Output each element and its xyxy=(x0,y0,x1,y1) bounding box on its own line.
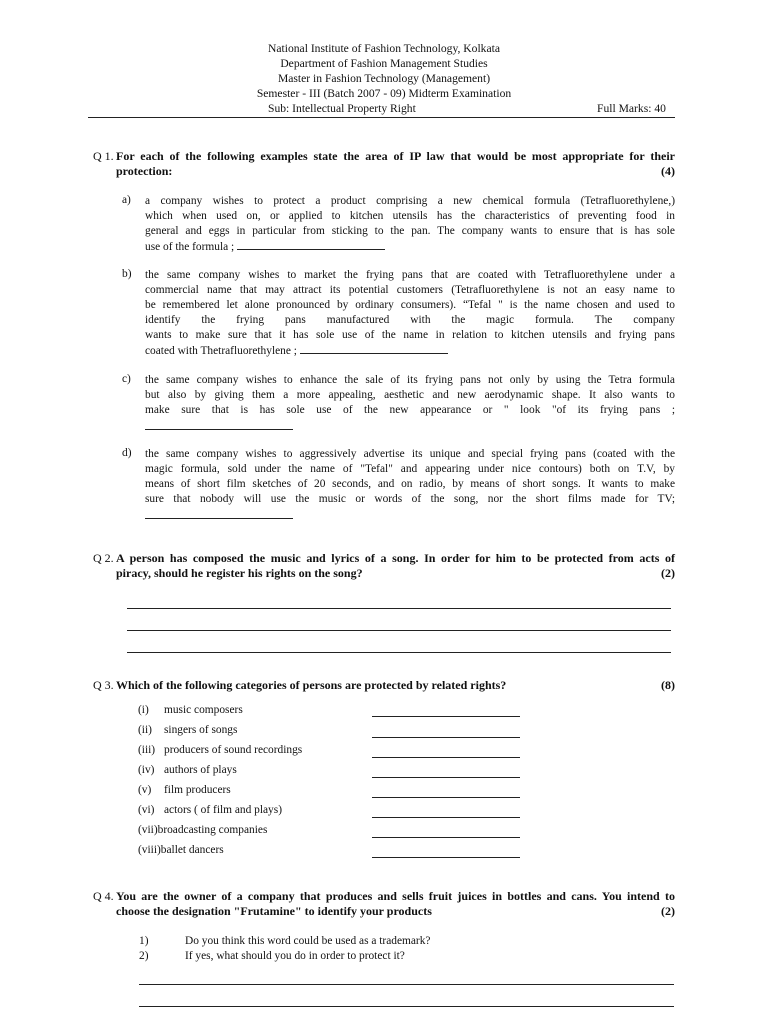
q1-line2: protection: xyxy=(116,164,173,178)
q4-subquestion xyxy=(139,935,430,947)
q2-question xyxy=(116,551,675,581)
q3-item-label: producers of sound recordings xyxy=(164,744,303,756)
q1b-line: identify the frying pans manufactured with the magic formula. The company xyxy=(145,314,675,326)
q4-sub-num: 1) xyxy=(139,935,149,947)
q1-line1: For each of the following examples state the area of IP law that would be most appropriate for their xyxy=(116,149,675,163)
q4-sub-num: 2) xyxy=(139,950,149,962)
q3-item-label: ballet dancers xyxy=(160,844,224,856)
q3-item xyxy=(138,764,237,776)
q4-sub-text: Do you think this word could be used as a trademark? xyxy=(185,935,431,947)
q1b-line: commercial name that may attract its potential customers (Tetrafluorethylene is not an easy name to xyxy=(145,284,675,296)
q2-marks: (2) xyxy=(661,566,675,580)
q3-item-num: (vii) xyxy=(138,824,158,836)
q3-text: Which of the following categories of persons are protected by related rights? xyxy=(116,678,507,692)
q3-item-num: (vi) xyxy=(138,804,155,816)
q1b-line-answer xyxy=(145,343,675,359)
institute-name: National Institute of Fashion Technology, Kolkata xyxy=(268,42,500,55)
q4-line2-row xyxy=(116,904,675,919)
q2-line2: piracy, should he register his rights on the song? xyxy=(116,566,363,580)
q3-marks: (8) xyxy=(661,678,675,692)
q1a-line: which when used on, or applied to kitchen utensils has the characteristics of preventing food in xyxy=(145,210,675,222)
q3-item-label: film producers xyxy=(164,784,231,796)
q1a-label: a) xyxy=(122,194,131,206)
q1d-line: means of short film sketches of 20 seconds, and on radio, by means of short songs. It wants to make xyxy=(145,478,675,490)
q2-number: Q 2. xyxy=(93,551,114,565)
q4-line1: You are the owner of a company that produces and sells fruit juices in bottles and cans. You intend to xyxy=(116,889,675,903)
q1d-line: the same company wishes to aggressively advertise its unique and special frying pans (coated with the xyxy=(145,448,675,460)
q1a-text xyxy=(145,194,675,255)
q4-sub-text: If yes, what should you do in order to protect it? xyxy=(185,950,405,962)
q3-item xyxy=(138,784,231,796)
q3-item xyxy=(138,844,224,856)
q1a-line: a company wishes to protect a product comprising a new chemical formula (Tetrafluorethylene,) xyxy=(145,195,675,207)
q4-marks: (2) xyxy=(661,904,675,918)
q3-answer-blank[interactable] xyxy=(372,837,520,838)
q1b-label: b) xyxy=(122,268,132,280)
q3-item-label: authors of plays xyxy=(164,764,237,776)
q4-number: Q 4. xyxy=(93,889,114,903)
q3-item-label: singers of songs xyxy=(164,724,238,736)
q3-item-label: music composers xyxy=(164,704,243,716)
q3-item xyxy=(138,724,237,736)
q1c-line: the same company wishes to enhance the sale of its frying pans not only by using the Tetra formula xyxy=(145,374,675,386)
q1b-line: wants to make sure that it has sole use of the name in relation to kitchen utensils and frying pans xyxy=(145,329,675,341)
department-name: Department of Fashion Management Studies xyxy=(280,57,488,70)
q4-question xyxy=(116,889,675,919)
q2-answer-line[interactable] xyxy=(127,630,671,631)
q3-item-label: actors ( of film and plays) xyxy=(164,804,282,816)
q1d-text xyxy=(145,447,675,507)
q2-line1: A person has composed the music and lyrics of a song. In order for him to be protected from acts of xyxy=(116,551,675,565)
q1-question xyxy=(116,149,675,179)
q3-item xyxy=(138,824,267,836)
q3-item-num: (i) xyxy=(138,704,149,716)
q3-item-num: (v) xyxy=(138,784,152,796)
q1b-line: the same company wishes to market the frying pans that are coated with Tetrafluorethylene under a xyxy=(145,269,675,281)
q3-number: Q 3. xyxy=(93,678,114,692)
q1c-answer-blank[interactable] xyxy=(145,429,293,430)
q3-item xyxy=(138,804,282,816)
q1d-line: magic formula, sold under the name of "Tefal" and appearing under nice contours) both on T.V, by xyxy=(145,463,675,475)
q3-answer-blank[interactable] xyxy=(372,777,520,778)
q1d-line: sure that nobody will use the music or words of the song, nor the short films made for TV; xyxy=(145,493,675,505)
q1c-line: make sure that is has sole use of the new appearance or " look "of its frying pans ; xyxy=(145,404,675,416)
q3-item xyxy=(138,704,243,716)
q1d-answer-blank[interactable] xyxy=(145,518,293,519)
q1b-text xyxy=(145,268,675,359)
q1d-label: d) xyxy=(122,447,132,459)
full-marks: Full Marks: 40 xyxy=(597,102,666,115)
q3-answer-blank[interactable] xyxy=(372,737,520,738)
q3-item-num: (ii) xyxy=(138,724,152,736)
q4-subquestion xyxy=(139,950,405,962)
q3-item-num: (iii) xyxy=(138,744,156,756)
q1a-line: use of the formula ; xyxy=(145,241,235,253)
q1b-answer-blank[interactable] xyxy=(300,343,448,354)
q3-item xyxy=(138,744,302,756)
q2-line2-row xyxy=(116,566,675,581)
q3-answer-blank[interactable] xyxy=(372,716,520,717)
q1-line2-row xyxy=(116,164,675,179)
q3-answer-blank[interactable] xyxy=(372,757,520,758)
q3-answer-blank[interactable] xyxy=(372,817,520,818)
q1b-line: be remembered let alone pronounced by ordinary consumers). “Tefal " is the name chosen and used to xyxy=(145,299,675,311)
q3-item-num: (iv) xyxy=(138,764,155,776)
q1-number: Q 1. xyxy=(93,149,114,163)
q4-answer-line[interactable] xyxy=(139,1006,674,1007)
q2-answer-line[interactable] xyxy=(127,652,671,653)
q4-answer-line[interactable] xyxy=(139,984,674,985)
program-name: Master in Fashion Technology (Management) xyxy=(277,72,491,85)
q1c-line: but also by giving them a more appealing, aesthetic and new aerodynamic shape. It also wants to xyxy=(145,389,675,401)
header-divider xyxy=(88,117,675,118)
exam-semester: Semester - III (Batch 2007 - 09) Midterm Examination xyxy=(256,87,512,100)
q1a-answer-blank[interactable] xyxy=(237,239,385,250)
q3-answer-blank[interactable] xyxy=(372,797,520,798)
q4-line2: choose the designation "Frutamine" to identify your products xyxy=(116,904,432,918)
q3-question xyxy=(116,678,675,693)
subject-title: Sub: Intellectual Property Right xyxy=(268,102,416,115)
q3-line-row xyxy=(116,678,675,693)
q3-item-label: broadcasting companies xyxy=(157,824,268,836)
q3-item-num: (viii) xyxy=(138,844,161,856)
q1a-line-answer xyxy=(145,239,675,255)
q1c-text xyxy=(145,373,675,418)
q1b-line: coated with Thetrafluorethylene ; xyxy=(145,345,297,357)
q3-answer-blank[interactable] xyxy=(372,857,520,858)
q1c-label: c) xyxy=(122,373,131,385)
q1a-line: general and eggs in particular from sticking to the pan. The company wants to ensure that is has sole xyxy=(145,225,675,237)
q2-answer-line[interactable] xyxy=(127,608,671,609)
q1-marks: (4) xyxy=(661,164,675,178)
